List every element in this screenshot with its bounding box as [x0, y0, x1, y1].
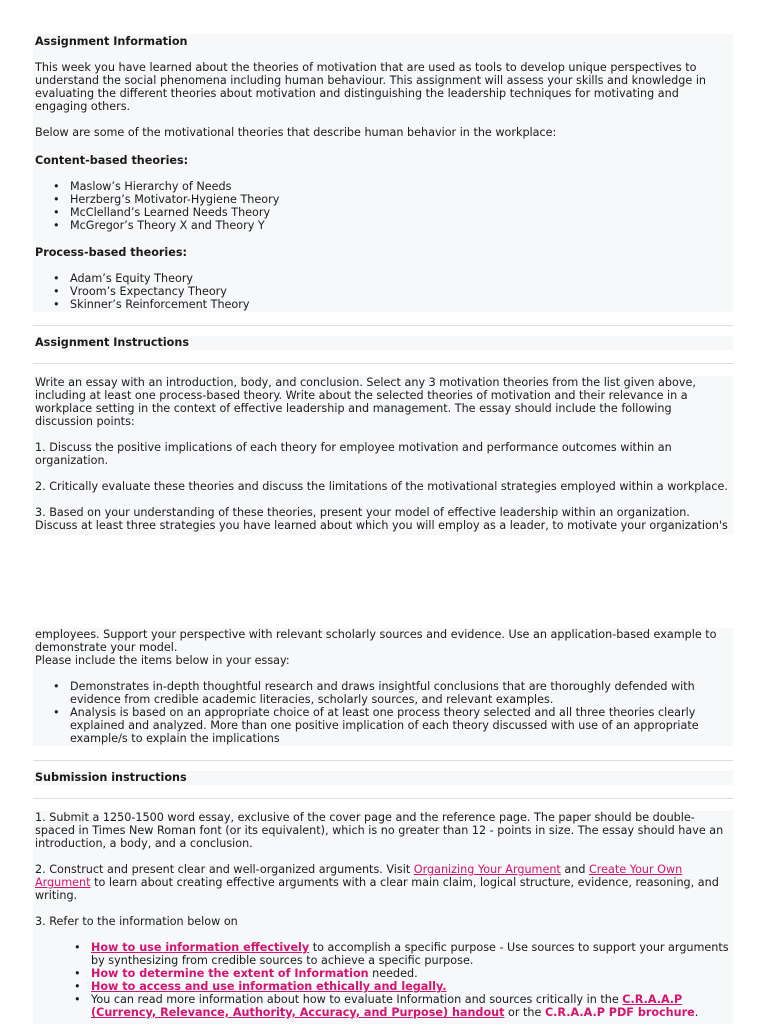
submission-point-2-text: 2. Construct and present clear and well-organized arguments. Visit: [35, 863, 414, 876]
list-item: [91, 941, 731, 967]
list-item: [91, 967, 731, 980]
list-item: • McGregor’s Theory X and Theory Y: [70, 219, 731, 232]
list-item: • Maslow’s Hierarchy of Needs: [70, 180, 731, 193]
assignment-instructions-heading: Assignment Instructions: [35, 336, 189, 349]
organizing-argument-link[interactable]: Organizing Your Argument: [413, 863, 561, 876]
list-item: • Herzberg’s Motivator-Hygiene Theory: [70, 193, 731, 206]
use-information-effectively-link[interactable]: How to use information effectively: [91, 941, 310, 954]
list-item: • Adam’s Equity Theory: [70, 272, 731, 285]
list-item: [91, 993, 731, 1019]
list-item: [91, 980, 731, 993]
access-information-ethically-link[interactable]: How to access and use information ethically and legally.: [91, 980, 447, 993]
theories-intro-text: Below are some of the motivational theories that describe human behavior in the workplace:: [35, 126, 557, 139]
essay-requirements-list: [35, 680, 731, 745]
bullet-1-text: to accomplish a specific purpose - Use sources to support your arguments by synthesizing from credible sources to achieve a specific purpose.: [91, 941, 729, 967]
information-resources-list: [35, 941, 731, 1019]
assignment-instructions-continued: [33, 628, 733, 746]
list-item: • Skinner’s Reinforcement Theory: [70, 298, 731, 311]
bullet-4-text: You can read more information about how to evaluate Information and sources critically in the: [91, 993, 623, 1006]
submission-heading-block: [33, 771, 733, 785]
submission-point-2-rest: to learn about creating effective arguments with a clear main claim, logical structure, evidence, reasoning, and writing.: [35, 876, 719, 902]
and-text: and: [560, 863, 589, 876]
process-theories-list: [35, 272, 731, 311]
period-text: .: [694, 1006, 699, 1019]
divider: [33, 325, 733, 326]
divider: [33, 760, 733, 761]
create-argument-link[interactable]: Create Your Own Argument: [35, 863, 683, 889]
divider: [33, 363, 733, 364]
content-theories-list: [35, 180, 731, 232]
discussion-point-1: 1. Discuss the positive implications of each theory for employee motivation and performance outcomes within an organization.: [35, 441, 672, 467]
submission-section: [33, 811, 733, 1024]
assignment-intro-text: This week you have learned about the theories of motivation that are used as tools to develop unique perspectives to understand the social phenomena including human behaviour. This assignment will assess your skills and knowledge in evaluating the different theories about motivation and distinguishing the leadership techniques for motivating and engaging others.: [35, 61, 707, 113]
list-item: • Demonstrates in-depth thoughtful research and draws insightful conclusions that are thoroughly defended with evidence from credible academic literacies, scholarly sources, and relevant examples.: [70, 680, 731, 706]
assignment-instructions-section: [33, 376, 733, 535]
list-item: • Analysis is based on an appropriate choice of at least one process theory selected and all three theories clearly explained and analyzed. More than one positive implication of each theory discussed with use of an appropriate example/s to explain the implications: [70, 706, 731, 745]
craap-handout-link[interactable]: C.R.A.A.P (Currency, Relevance, Authority, Accuracy, and Purpose) handout: [91, 993, 683, 1019]
list-item: • McClelland’s Learned Needs Theory: [70, 206, 731, 219]
bullet-2-text: needed.: [368, 967, 418, 980]
include-items-text: Please include the items below in your essay:: [35, 654, 290, 667]
assignment-instructions-heading-block: [33, 336, 733, 350]
process-based-heading: Process-based theories:: [35, 246, 187, 259]
discussion-point-2: 2. Critically evaluate these theories and discuss the limitations of the motivational strategies employed within a workplace.: [35, 480, 728, 493]
submission-point-3: 3. Refer to the information below on: [35, 915, 238, 928]
or-text: or the: [504, 1006, 545, 1019]
divider: [33, 798, 733, 799]
content-based-heading: Content-based theories:: [35, 154, 189, 167]
submission-point-2: [35, 863, 731, 902]
instructions-paragraph: Write an essay with an introduction, body, and conclusion. Select any 3 motivation theories from the list given above, including at least one process-based theory. Write about the selected theories of motivation and their relevance in a workplace setting in the context of effective leadership and management. The essay should include the following discussion points:: [35, 376, 696, 428]
assignment-information-section: [33, 34, 733, 312]
submission-instructions-heading: Submission instructions: [35, 771, 187, 784]
craap-brochure-text: C.R.A.A.P PDF brochure: [544, 1006, 695, 1019]
discussion-point-3: 3. Based on your understanding of these theories, present your model of effective leadership within an organization. Discuss at least three strategies you have learned about which you will employ as a leader, to motivate your organization's: [35, 506, 728, 532]
discussion-point-3-continued: employees. Support your perspective with relevant scholarly sources and evidence. Use an application-based example to demonstrate your model.: [35, 628, 717, 654]
submission-point-1: 1. Submit a 1250-1500 word essay, exclusive of the cover page and the reference page. The paper should be double-spaced in Times New Roman font (or its equivalent), which is no greater than 12 - points in size. The essay should have an introduction, a body, and a conclusion.: [35, 811, 724, 850]
determine-extent-text: How to determine the extent of Information: [91, 967, 369, 980]
assignment-information-heading: Assignment Information: [35, 35, 188, 48]
list-item: • Vroom’s Expectancy Theory: [70, 285, 731, 298]
